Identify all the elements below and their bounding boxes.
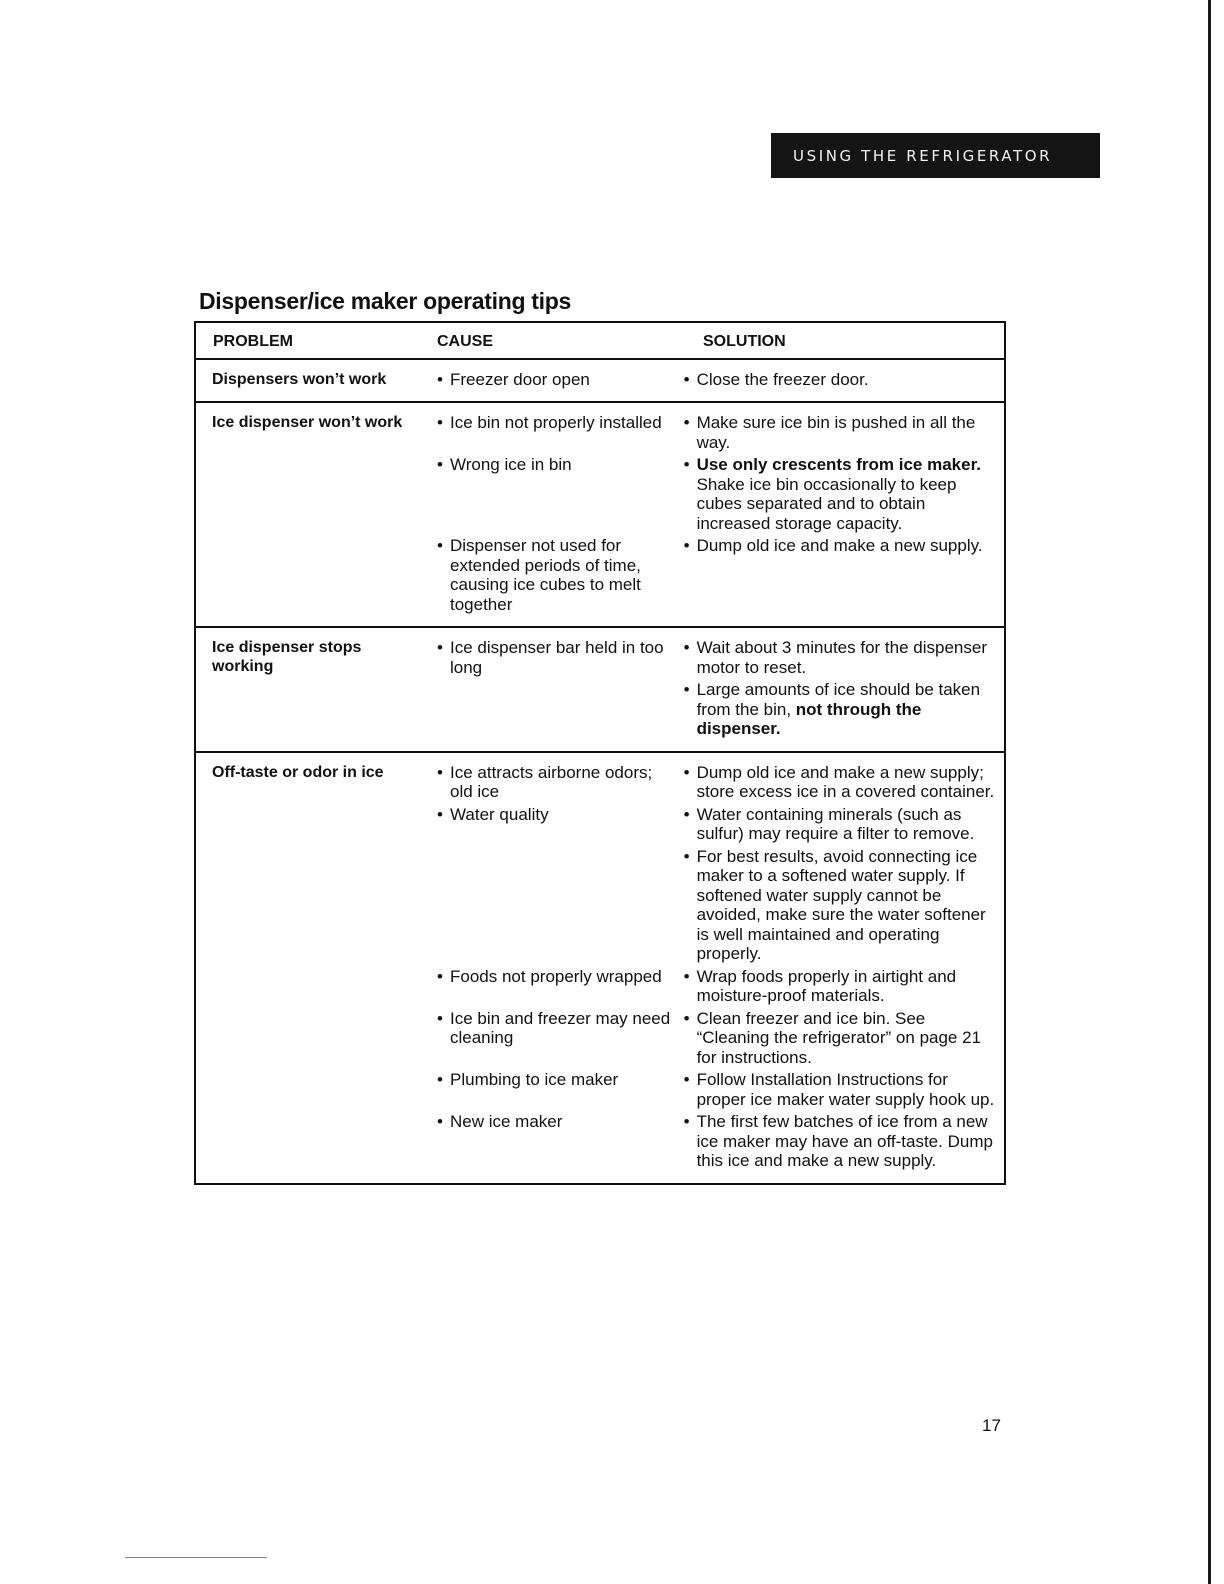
solution-item [684,1009,998,1068]
solution-item [684,847,998,964]
cause-solution-cell [415,627,1005,752]
bullet-icon: • [683,680,690,699]
cause-cell [415,805,681,967]
cause-item [437,536,677,614]
solution-item [684,413,998,452]
cause-item [437,455,677,475]
cause-cell [415,413,681,455]
cause-solution-cell [415,752,1005,1184]
cause-solution-pair [415,967,1004,1009]
solution-text [697,638,998,677]
table-row [195,402,1005,627]
cause-cell [415,1009,681,1071]
solution-body: For best results, avoid connecting ice maker to a softened water supply. If softened water supply cannot be avoided, make sure the water softener is well maintained and operating properly. [696,846,986,963]
bullet-icon: • [683,846,690,866]
bullet-icon: • [437,413,443,432]
cause-solution-cell [415,402,1005,627]
solution-body: Make sure ice bin is pushed in all the way. [696,413,976,452]
bullet-icon: • [437,966,443,986]
cause-item [437,1112,677,1132]
solution-emphasis: not through the dispenser. [696,699,922,738]
cause-solution-pair [415,455,1004,536]
bullet-icon: • [437,1112,443,1131]
table-header-row [195,322,1005,359]
cause-solution-pair [415,1009,1004,1071]
cause-cell [415,967,681,1009]
cause-text: Plumbing to ice maker [450,1070,619,1089]
troubleshooting-table [194,321,1006,1185]
bullet-icon: • [683,966,690,986]
bullet-icon: • [437,804,443,824]
problem-cell: Ice dispenser won’t work [195,402,415,627]
solution-cell [681,370,1004,393]
table-body [195,359,1005,1184]
cause-item [437,763,677,802]
bullet-icon: • [683,638,690,657]
cause-cell [415,370,681,393]
cause-item [437,370,677,390]
footer-rule [125,1557,267,1558]
solution-body: Large amounts of ice should be taken from the bin, [696,680,981,719]
bullet-icon: • [437,536,443,555]
cause-cell [415,1070,681,1112]
page-number: 17 [982,1416,1001,1435]
bullet-icon: • [437,369,443,389]
section-header-banner: USING THE REFRIGERATOR [771,133,1100,178]
solution-body: Follow Installation Instructions for proper ice maker water supply hook up. [696,1070,995,1109]
problem-cell: Ice dispenser stops working [195,627,415,752]
solution-body: Wrap foods properly in airtight and moisture-proof materials. [696,966,957,1005]
solution-text [697,1009,998,1068]
cause-solution-pair [415,1112,1004,1174]
solution-cell [681,805,1004,967]
bullet-icon: • [683,1008,690,1028]
cause-text: Freezer door open [450,369,590,389]
solution-text [697,1070,998,1109]
table-row [195,627,1005,752]
solution-cell [681,967,1004,1009]
solution-item [684,370,998,390]
solution-text [697,1112,998,1171]
solution-text [697,680,998,739]
solution-text [697,413,998,452]
cause-item [437,1070,677,1090]
solution-body: Clean freezer and ice bin. See “Cleaning the refrigerator” on page 21 for instructions. [696,1008,982,1067]
cause-item [437,967,677,987]
cause-item [437,413,677,433]
bullet-icon: • [683,762,690,782]
solution-cell [681,455,1004,536]
solution-cell [681,1112,1004,1174]
solution-item [684,967,998,1006]
cause-cell [415,1112,681,1174]
solution-body: Close the freezer door. [696,369,869,389]
solution-cell [681,763,1004,805]
cause-solution-pair [415,638,1004,742]
problem-cell: Off-taste or odor in ice [195,752,415,1184]
solution-text [697,536,998,556]
cause-text: New ice maker [450,1112,563,1131]
header-problem: PROBLEM [195,322,415,359]
bullet-icon: • [437,1008,443,1028]
solution-body: Shake ice bin occasionally to keep cubes separated and to obtain increased storage capacity. [696,474,957,533]
solution-cell [681,1070,1004,1112]
cause-text: Dispenser not used for extended periods of time, causing ice cubes to melt together [450,536,641,614]
cause-solution-pair [415,805,1004,967]
cause-text: Ice bin not properly installed [450,413,662,432]
solution-body: The first few batches of ice from a new ice maker may have an off-taste. Dump this ice and make a new supply. [696,1112,993,1170]
bullet-icon: • [683,1112,690,1131]
solution-text [697,967,998,1006]
solution-body: Wait about 3 minutes for the dispenser motor to reset. [696,638,987,677]
cause-solution-pair [415,1070,1004,1112]
cause-cell [415,536,681,617]
solution-item [684,1070,998,1109]
cause-cell [415,455,681,536]
solution-text [697,847,998,964]
cause-text: Foods not properly wrapped [450,966,662,986]
cause-text: Ice attracts airborne odors; old ice [450,762,653,801]
cause-cell [415,638,681,742]
table-row [195,752,1005,1184]
bullet-icon: • [437,638,443,657]
cause-solution-cell [415,359,1005,403]
cause-cell [415,763,681,805]
cause-item [437,638,677,677]
cause-solution-pair [415,413,1004,455]
solution-item [684,638,998,677]
cause-solution-pair [415,370,1004,393]
cause-text: Ice bin and freezer may need cleaning [450,1008,671,1047]
bullet-icon: • [683,369,690,389]
solution-text [697,370,998,390]
bullet-icon: • [683,1070,690,1089]
solution-item [684,680,998,739]
solution-cell [681,1009,1004,1071]
bullet-icon: • [437,1070,443,1089]
solution-cell [681,413,1004,455]
cause-text: Ice dispenser bar held in too long [450,638,664,677]
bullet-icon: • [683,413,690,432]
solution-cell [681,536,1004,617]
page-edge-rule [1208,0,1211,1584]
cause-item [437,805,677,825]
problem-cell: Dispensers won’t work [195,359,415,403]
solution-item [684,763,998,802]
table-row [195,359,1005,403]
cause-item [437,1009,677,1048]
bullet-icon: • [683,455,690,474]
bullet-icon: • [683,536,690,555]
solution-body: Dump old ice and make a new supply. [696,536,983,555]
solution-item [684,536,998,556]
page-title: Dispenser/ice maker operating tips [199,288,571,314]
bullet-icon: • [437,762,443,782]
solution-text [697,805,998,844]
solution-item [684,1112,998,1171]
solution-item [684,455,998,533]
solution-body: Water containing minerals (such as sulfur) may require a filter to remove. [696,804,975,843]
header-cause: CAUSE [415,322,681,359]
bullet-icon: • [683,804,690,824]
header-solution: SOLUTION [681,322,1005,359]
solution-emphasis: Use only crescents from ice maker. [696,455,981,474]
bullet-icon: • [437,455,443,474]
cause-text: Water quality [450,804,549,824]
solution-body: Dump old ice and make a new supply; store excess ice in a covered container. [696,762,995,801]
solution-text [697,455,998,533]
solution-text [697,763,998,802]
cause-solution-pair [415,536,1004,617]
solution-cell [681,638,1004,742]
cause-text: Wrong ice in bin [450,455,572,474]
cause-solution-pair [415,763,1004,805]
solution-item [684,805,998,844]
